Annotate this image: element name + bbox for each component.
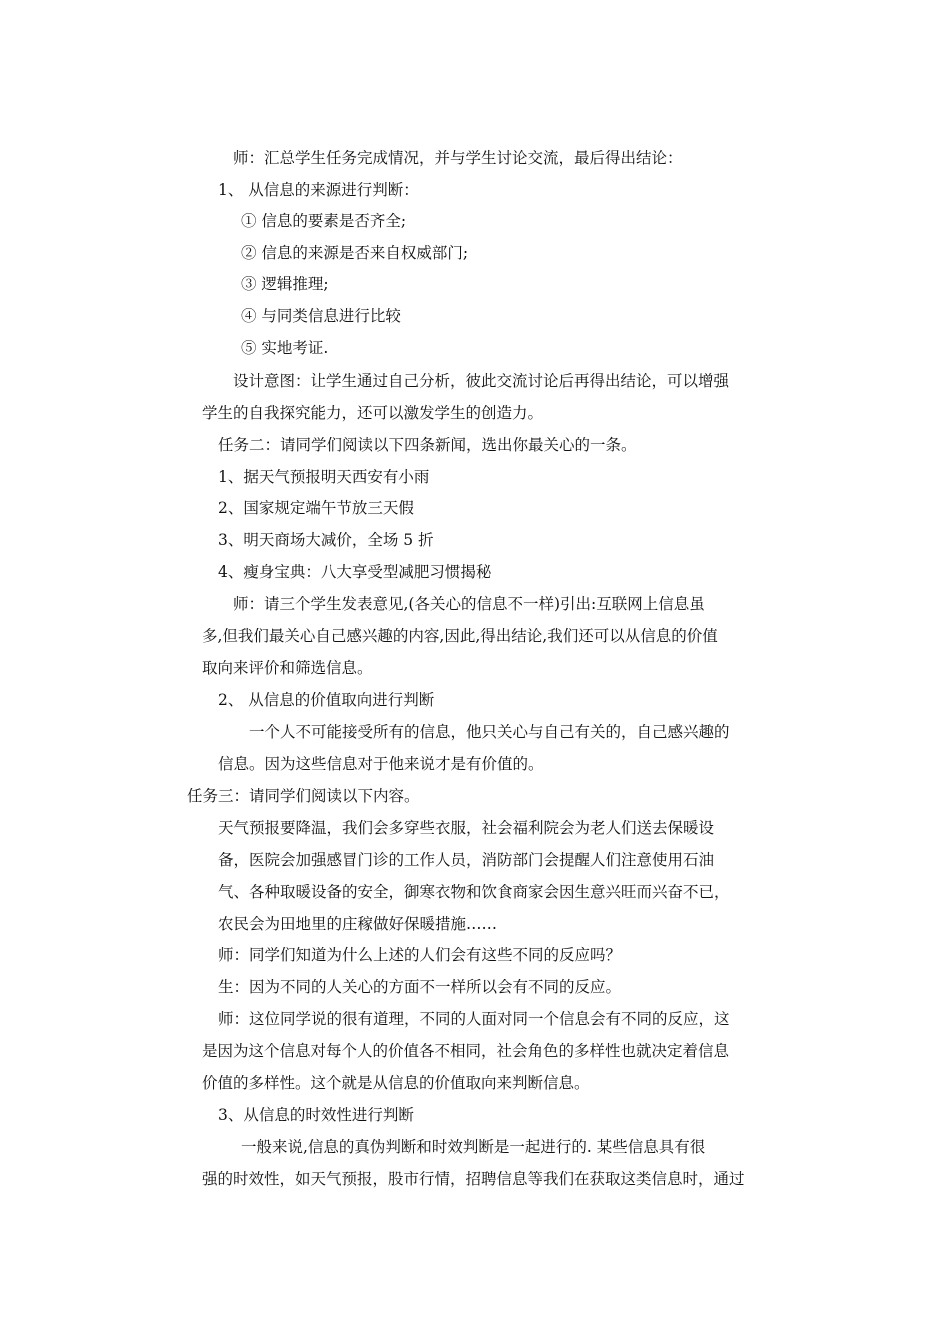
text-line: 设计意图：让学生通过自己分析，彼此交流讨论后再得出结论，可以增强 bbox=[233, 372, 730, 390]
text-line: 师：汇总学生任务完成情况，并与学生讨论交流，最后得出结论： bbox=[233, 149, 683, 167]
text-line: 师：这位同学说的很有道理，不同的人面对同一个信息会有不同的反应，这 bbox=[218, 1010, 730, 1028]
text-line: 价值的多样性。这个就是从信息的价值取向来判断信息。 bbox=[202, 1074, 590, 1092]
text-line: 任务三：请同学们阅读以下内容。 bbox=[187, 787, 420, 805]
text-line: 气、各种取暖设备的安全，御寒衣物和饮食商家会因生意兴旺而兴奋不已， bbox=[218, 883, 730, 901]
text-line: 3、从信息的时效性进行判断 bbox=[218, 1106, 414, 1124]
text-line: 是因为这个信息对每个人的价值各不相同，社会角色的多样性也就决定着信息 bbox=[202, 1042, 730, 1060]
text-line: 一般来说,信息的真伪判断和时效判断是一起进行的. 某些信息具有很 bbox=[241, 1138, 706, 1156]
text-line: 学生的自我探究能力，还可以激发学生的创造力。 bbox=[202, 404, 544, 422]
text-line: 3、明天商场大减价，全场 5 折 bbox=[218, 531, 434, 549]
text-line: ② 信息的来源是否来自权威部门; bbox=[241, 244, 469, 262]
text-line: 强的时效性，如天气预报，股市行情，招聘信息等我们在获取这类信息时，通过 bbox=[202, 1170, 745, 1188]
text-line: ④ 与同类信息进行比较 bbox=[241, 307, 401, 325]
text-line: 1、 从信息的来源进行判断： bbox=[218, 181, 419, 199]
text-line: 1、据天气预报明天西安有小雨 bbox=[218, 468, 430, 486]
text-line: 农民会为田地里的庄稼做好保暖措施…… bbox=[218, 915, 498, 933]
text-line: 2、国家规定端午节放三天假 bbox=[218, 499, 414, 517]
text-line: 任务二：请同学们阅读以下四条新闻，选出你最关心的一条。 bbox=[218, 436, 637, 454]
text-line: 4、瘦身宝典：八大享受型减肥习惯揭秘 bbox=[218, 563, 492, 581]
text-line: 多,但我们最关心自己感兴趣的内容,因此,得出结论,我们还可以从信息的价值 bbox=[202, 627, 718, 645]
text-line: ① 信息的要素是否齐全; bbox=[241, 212, 407, 230]
text-line: 取向来评价和筛选信息。 bbox=[202, 659, 373, 677]
text-line: 信息。因为这些信息对于他来说才是有价值的。 bbox=[218, 755, 544, 773]
text-line: 一个人不可能接受所有的信息，他只关心与自己有关的，自己感兴趣的 bbox=[249, 723, 730, 741]
text-line: 天气预报要降温，我们会多穿些衣服，社会福利院会为老人们送去保暖设 bbox=[218, 819, 715, 837]
text-line: 2、 从信息的价值取向进行判断 bbox=[218, 691, 435, 709]
text-line: ③ 逻辑推理; bbox=[241, 275, 329, 293]
text-line: 师：同学们知道为什么上述的人们会有这些不同的反应吗？ bbox=[218, 946, 622, 964]
text-line: 师：请三个学生发表意见,(各关心的信息不一样)引出:互联网上信息虽 bbox=[233, 595, 705, 613]
text-line: ⑤ 实地考证. bbox=[241, 339, 329, 357]
text-line: 生：因为不同的人关心的方面不一样所以会有不同的反应。 bbox=[218, 978, 622, 996]
text-line: 备，医院会加强感冒门诊的工作人员，消防部门会提醒人们注意使用石油 bbox=[218, 851, 715, 869]
